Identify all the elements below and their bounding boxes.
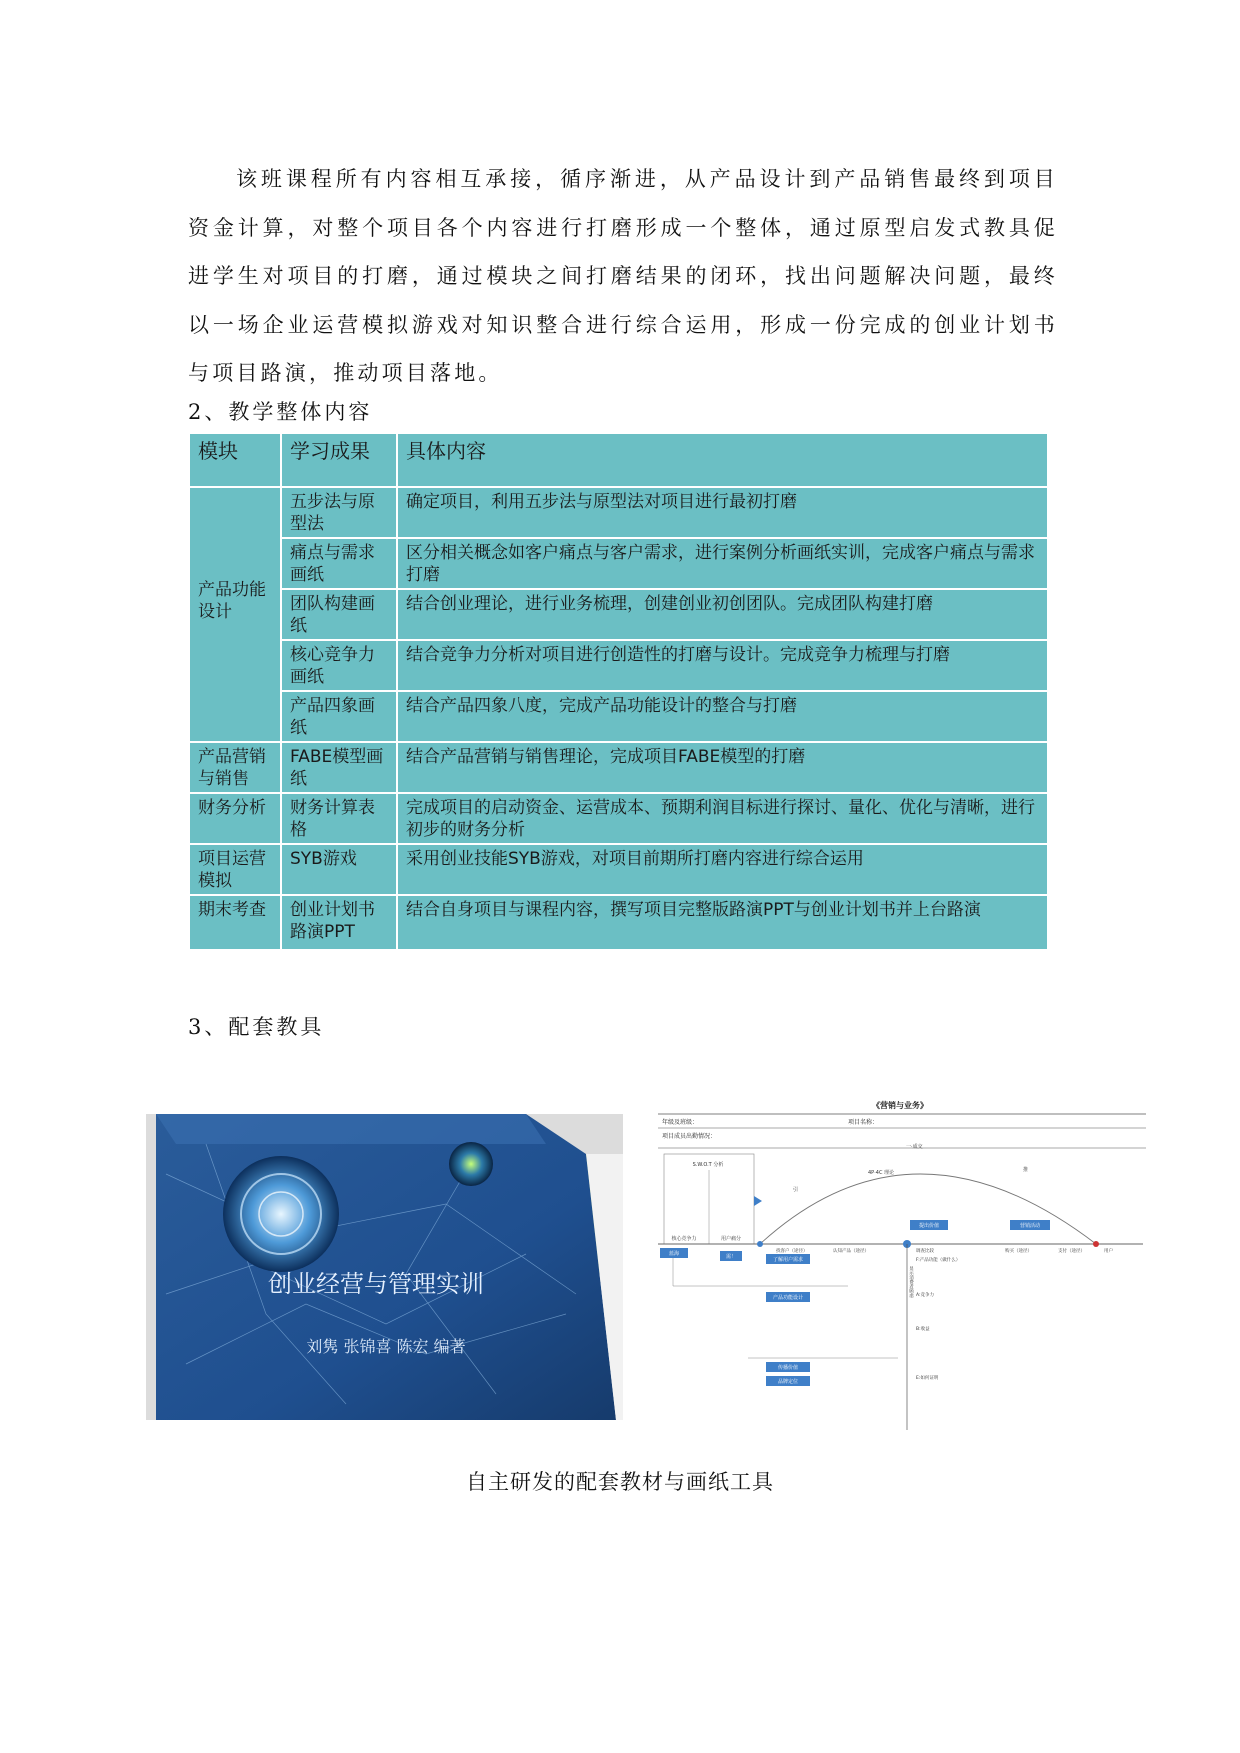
marketing-canvas-worksheet: [648, 1096, 1152, 1430]
book-authors: 刘隽 张锦喜 陈宏 编著: [306, 1337, 466, 1356]
module-cell: 产品营销与销售: [189, 742, 281, 793]
figure-caption: 自主研发的配套教材与画纸工具: [466, 1470, 774, 1494]
canvas-box-brand: 品牌定位: [777, 1379, 799, 1385]
table-row: [189, 487, 1048, 538]
content-cell: 区分相关概念如客户痛点与客户需求，进行案例分析画纸实训，完成客户痛点与需求打磨: [397, 538, 1048, 589]
table-row: [189, 691, 1048, 742]
canvas-diagram: [648, 1096, 1152, 1430]
canvas-label-cheng: 一·成交: [906, 1144, 923, 1150]
table-row: [189, 742, 1048, 793]
canvas-label-tui: 推: [1023, 1167, 1029, 1173]
table-header-row: [189, 433, 1048, 487]
table-row: [189, 793, 1048, 844]
content-cell: 结合创业理论，进行业务梳理，创建创业初创团队。完成团队构建打磨: [397, 589, 1048, 640]
canvas-box-understand: 了解用户需求: [772, 1257, 804, 1263]
canvas-box-value: 传播价值: [777, 1365, 799, 1371]
intro-paragraph: 该班课程所有内容相互承接，循序渐进，从产品设计到产品销售最终到项目资金计算，对整个项目各个内容进行打磨形成一个整体，通过原型启发式教具促进学生对项目的打磨，通过模块之间打磨结果的闭环，找出问题解决问题，最终以一场企业运营模拟游戏对知识整合进行综合运用，形成一份完成的创业计划书与项目路演，推动项目落地。: [188, 167, 1058, 385]
outcome-cell: 团队构建画纸: [281, 589, 397, 640]
content-cell: 结合自身项目与课程内容，撰写项目完整版路演PPT与创业计划书并上台路演: [397, 895, 1048, 950]
canvas-core: 核心竞争力: [671, 1236, 697, 1242]
module-cell: 期末考查: [189, 895, 281, 950]
canvas-pay: 支付（途径）: [1058, 1249, 1085, 1254]
module-cell: 财务分析: [189, 793, 281, 844]
table-row: [189, 895, 1048, 950]
outcome-cell: FABE模型画纸: [281, 742, 397, 793]
book-title: 创业经营与管理实训: [268, 1270, 484, 1298]
outcome-cell: SYB游戏: [281, 844, 397, 895]
outcome-cell: 核心竞争力画纸: [281, 640, 397, 691]
content-cell: 结合竞争力分析对项目进行创造性的打磨与设计。完成竞争力梳理与打磨: [397, 640, 1048, 691]
canvas-field-members: 项目成员出勤情况：: [662, 1133, 717, 1140]
content-cell: 结合产品四象八度，完成产品功能设计的整合与打磨: [397, 691, 1048, 742]
content-cell: 确定项目，利用五步法与原型法对项目进行最初打磨: [397, 487, 1048, 538]
canvas-b-label: B:收益: [916, 1327, 930, 1332]
canvas-a-label: A:竞争力: [916, 1293, 935, 1298]
canvas-box-market: 蓝海: [668, 1251, 680, 1257]
textbook-cover-illustration: [146, 1114, 623, 1420]
section-2-heading: 2、教学整体内容: [188, 400, 373, 424]
content-cell: 结合产品营销与销售理论，完成项目FABE模型的打磨: [397, 742, 1048, 793]
canvas-find: 找客户（途径）: [776, 1249, 808, 1254]
module-cell: 项目运营模拟: [189, 844, 281, 895]
canvas-box-need: 需！: [725, 1254, 737, 1260]
textbook-photo: [146, 1114, 623, 1420]
content-cell: 完成项目的启动资金、运营成本、预期利润目标进行探讨、量化、优化与清晰，进行初步的财务分析: [397, 793, 1048, 844]
canvas-swot: S.W.O.T 分析: [692, 1162, 724, 1168]
canvas-box-design: 产品功能设计: [772, 1295, 804, 1301]
canvas-survey: 调查比较: [916, 1249, 934, 1254]
canvas-btn-quote: 提出价值: [918, 1223, 940, 1229]
module-cell: 产品功能设计: [189, 487, 281, 742]
table-row: [189, 844, 1048, 895]
header-module: 模块: [189, 433, 281, 487]
outcome-cell: 产品四象画纸: [281, 691, 397, 742]
outcome-cell: 痛点与需求画纸: [281, 538, 397, 589]
canvas-btn-service: 营销活动: [1019, 1223, 1041, 1229]
outcome-cell: 创业计划书路演PPT: [281, 895, 397, 950]
section-3-heading: 3、配套教具: [188, 1015, 325, 1039]
table-row: [189, 589, 1048, 640]
header-outcome: 学习成果: [281, 433, 397, 487]
outcome-cell: 五步法与原型法: [281, 487, 397, 538]
content-cell: 采用创业技能SYB游戏，对项目前期所打磨内容进行综合运用: [397, 844, 1048, 895]
canvas-field-grade: 年级及班级：: [662, 1119, 699, 1126]
canvas-user: 用户: [1104, 1249, 1113, 1254]
canvas-label-4p4c: 4P·4C 理论: [868, 1170, 895, 1176]
canvas-buy: 购买（途径）: [1005, 1249, 1032, 1254]
canvas-user-pain: 用户痛分: [720, 1236, 742, 1242]
table-row: [189, 538, 1048, 589]
canvas-e-label: E:如何证明: [916, 1376, 939, 1381]
header-content: 具体内容: [397, 433, 1048, 487]
canvas-recognize: 认知产品（途径）: [833, 1249, 869, 1254]
outcome-cell: 财务计算表格: [281, 793, 397, 844]
canvas-f-label: F:产品功能（做什么）: [916, 1258, 961, 1263]
teaching-content-table: [188, 432, 1049, 951]
canvas-title: 《营销与业务》: [872, 1101, 928, 1110]
canvas-vert-label: 显示消费者顾虑: [908, 1266, 914, 1298]
canvas-label-yin: 引: [793, 1187, 799, 1193]
canvas-field-project: 项目名称：: [848, 1119, 879, 1126]
table-row: [189, 640, 1048, 691]
